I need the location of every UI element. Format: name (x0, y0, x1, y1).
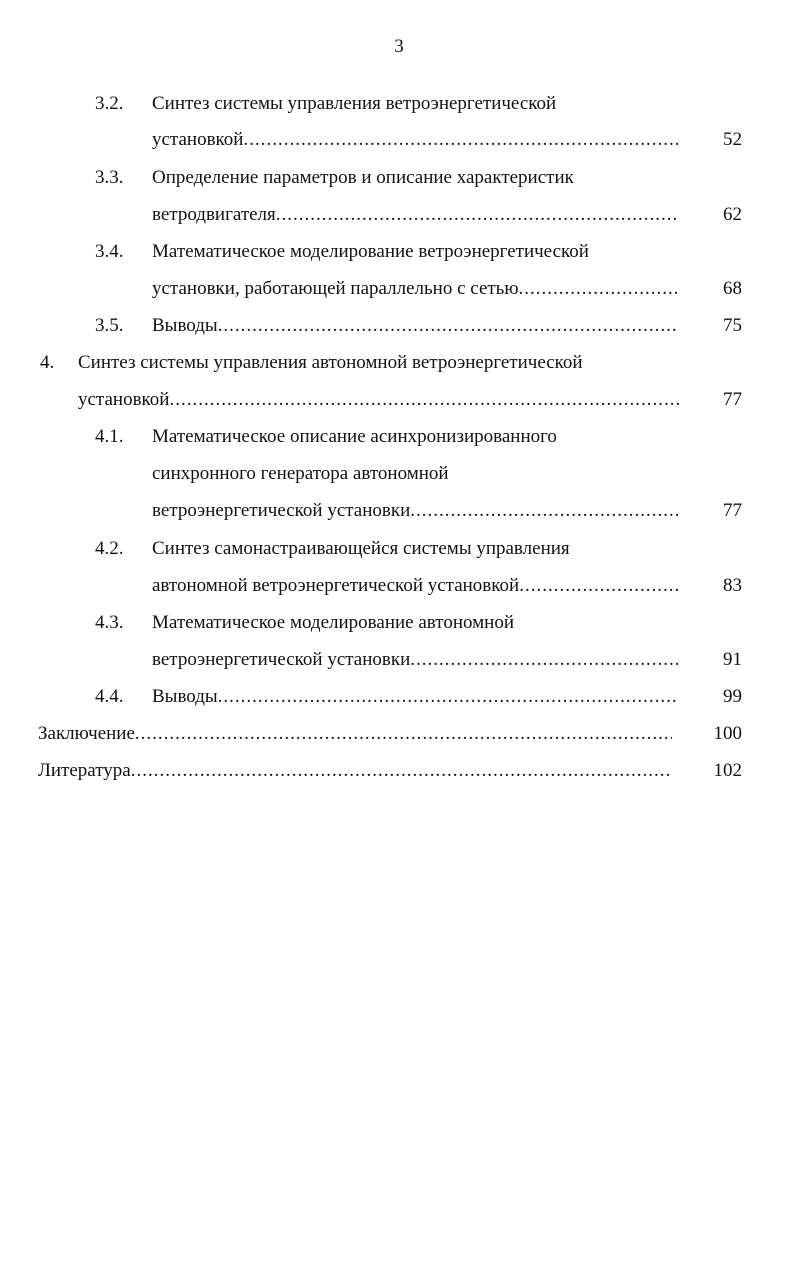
leader-dots (243, 127, 678, 153)
toc-title-4-line2: установкой (78, 389, 170, 410)
toc-page-3-4: 68 (723, 278, 742, 299)
toc-page-4-2: 83 (723, 575, 742, 596)
toc-title-4-3-line2: ветроэнергетической установки (152, 649, 411, 670)
toc-entry-3-2[interactable] (152, 127, 678, 153)
toc-number-3-3: 3.3. (95, 167, 124, 188)
leader-dots (519, 573, 678, 599)
toc-title-4-4: Выводы (152, 686, 218, 707)
toc-title-4-1-line1: Математическое описание асинхронизированного (152, 426, 557, 447)
leader-dots (276, 202, 678, 228)
leader-dots (169, 387, 680, 413)
toc-entry-4-1[interactable] (152, 498, 678, 524)
leader-dots (410, 498, 678, 524)
toc-title-3-2-line1: Синтез системы управления ветроэнергетической (152, 93, 557, 114)
toc-title-conclusion: Заключение (38, 723, 135, 744)
toc-page-3-5: 75 (723, 315, 742, 336)
toc-entry-4[interactable] (78, 387, 680, 413)
toc-entry-4-4[interactable] (152, 684, 678, 710)
toc-title-4-1-line2: синхронного генератора автономной (152, 463, 449, 484)
toc-title-4-line1: Синтез системы управления автономной ветроэнергетической (78, 352, 583, 373)
toc-title-3-2-line2: установкой (152, 129, 244, 150)
toc-number-3-2: 3.2. (95, 93, 124, 114)
toc-title-3-3-line2: ветродвигателя (152, 204, 276, 225)
toc-page-conclusion: 100 (713, 723, 742, 744)
toc-title-4-2-line2: автономной ветроэнергетической установкой (152, 575, 520, 596)
leader-dots (218, 313, 678, 339)
toc-number-3-5: 3.5. (95, 315, 124, 336)
toc-title-4-2-line1: Синтез самонастраивающейся системы управления (152, 538, 570, 559)
toc-entry-4-2[interactable] (152, 573, 678, 599)
toc-number-4-3: 4.3. (95, 612, 124, 633)
toc-number-4-2: 4.2. (95, 538, 124, 559)
leader-dots (218, 684, 678, 710)
toc-page-4-3: 91 (723, 649, 742, 670)
toc-entry-literature[interactable] (38, 758, 672, 784)
leader-dots (135, 721, 672, 747)
toc-entry-3-5[interactable] (152, 313, 678, 339)
toc-title-3-3-line1: Определение параметров и описание характеристик (152, 167, 574, 188)
toc-page-4-4: 99 (723, 686, 742, 707)
toc-page-4: 77 (723, 389, 742, 410)
leader-dots (519, 276, 678, 302)
toc-title-literature: Литература (38, 760, 131, 781)
toc-entry-3-4[interactable] (152, 276, 678, 302)
toc-page-3-2: 52 (723, 129, 742, 150)
toc-title-4-3-line1: Математическое моделирование автономной (152, 612, 515, 633)
toc-page-4-1: 77 (723, 500, 742, 521)
leader-dots (131, 758, 672, 784)
toc-page-literature: 102 (713, 760, 742, 781)
toc-number-4-4: 4.4. (95, 686, 124, 707)
page-number: 3 (394, 36, 404, 57)
toc-title-3-4-line2: установки, работающей параллельно с сетью (152, 278, 519, 299)
toc-number-4-1: 4.1. (95, 426, 124, 447)
toc-entry-3-3[interactable] (152, 202, 678, 228)
toc-entry-4-3[interactable] (152, 647, 678, 673)
toc-entry-conclusion[interactable] (38, 721, 672, 747)
toc-title-4-1-line3: ветроэнергетической установки (152, 500, 411, 521)
leader-dots (410, 647, 678, 673)
toc-page-3-3: 62 (723, 204, 742, 225)
toc-title-3-4-line1: Математическое моделирование ветроэнергетической (152, 241, 589, 262)
toc-title-3-5: Выводы (152, 315, 218, 336)
toc-number-3-4: 3.4. (95, 241, 124, 262)
toc-number-4: 4. (40, 352, 55, 373)
